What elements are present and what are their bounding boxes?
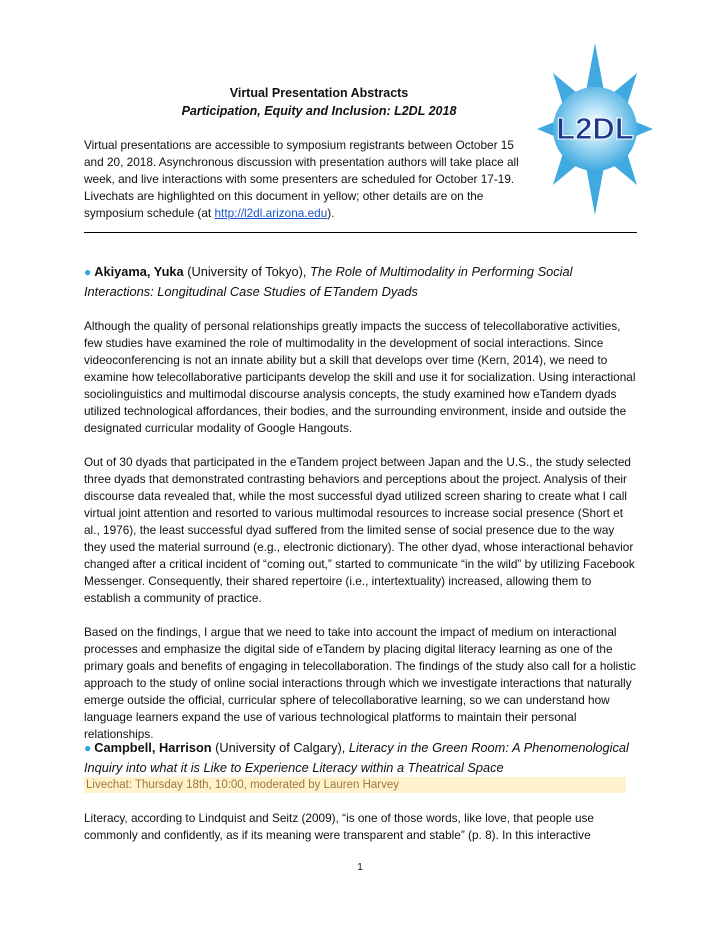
entry-paragraph: Although the quality of personal relationships greatly impacts the success of telecollaborative activities, few studies have examined the role of multimodality in the development of social interactions. Since videoconferencing is not an innate ability but a skill that develops over time (Kern, 2014), we need to examine how telecollaborative participants develop the skill and use it for socialization. Using interactional sociolinguistics and multimodal discourse analysis concepts, the study examined how eTandem dyads utilized technological affordances, their bodies, and the surrounding environment, inside and outside the designated curricular modality of Google Hangouts.: [84, 319, 636, 435]
entry-paragraph: Out of 30 dyads that participated in the eTandem project between Japan and the U.S., the study selected three dyads that demonstrated contrasting behaviors and perceptions about the project. Analysis of their discourse data revealed that, while the most successful dyad utilized screen sharing to create what I call virtual joint attention and resorted to various multimodal resources to increase social presence (Short et al., 1976), the least successful dyad suffered from the limited sense of social presence due to the way they used the material surround (e.g., electronic dictionary). The other dyad, whose interactional behavior changed after a critical incident of “coming out,” started to communicate “in the wild” by utilizing Facebook Messenger. Consequently, their shared repertoire (i.e., intertextuality) increased, allowing them to establish a community of practice.: [84, 455, 635, 605]
entry-author: Akiyama, Yuka: [94, 264, 184, 279]
entry-affiliation: (University of Tokyo),: [183, 264, 311, 279]
symposium-link[interactable]: http://l2dl.arizona.edu: [214, 206, 328, 220]
divider: [84, 232, 637, 233]
entry-heading: [84, 262, 637, 301]
bullet-icon: ●: [84, 265, 92, 279]
intro-end: ).: [327, 206, 335, 220]
entry-heading: [84, 738, 637, 777]
entry-paragraph: Literacy, according to Lindquist and Seitz (2009), “is one of those words, like love, that people use commonly and confidently, as if its meaning were transparent and stable” (p. 8). In this interactive: [84, 811, 594, 842]
bullet-icon: ●: [84, 741, 92, 755]
abstract-entry-1: [84, 262, 637, 743]
entry-affiliation: (University of Calgary),: [211, 740, 349, 755]
intro-paragraph: [84, 137, 534, 222]
entry-title: Literacy in the Green Room: A Phenomenological Inquiry into what it is Like to Experience Literacy within a Theatrical Space: [84, 740, 629, 775]
intro-text: Virtual presentations are accessible to symposium registrants between October 15 and 20, 2018. Asynchronous discussion with presentation authors will take place all week, and live interactions with some presenters are scheduled for October 17-19. Livechats are highlighted on this document in yellow; other details are on the symposium schedule (at: [84, 138, 519, 220]
livechat-highlight: Livechat: Thursday 18th, 10:00, moderated by Lauren Harvey: [84, 777, 626, 793]
entry-paragraph: Based on the findings, I argue that we need to take into account the impact of medium on interactional processes and emphasize the digital side of eTandem by placing digital literacy learning as one of the primary goals and benefits of engaging in telecollaboration. The findings of the study also call for a holistic approach to the study of online social interactions through which we investigate interactions that naturally emerge outside the official, curricular sphere of telecollaborative learning, so we can understand how language learners expand the use of various technological platforms to maintain their personal relationships.: [84, 625, 636, 741]
entry-author: Campbell, Harrison: [94, 740, 212, 755]
entry-title: The Role of Multimodality in Performing Social Interactions: Longitudinal Case Studies of ETandem Dyads: [84, 264, 573, 299]
abstract-entry-2: [84, 738, 637, 844]
header: [84, 84, 554, 120]
page-title: Virtual Presentation Abstracts: [229, 86, 409, 100]
l2dl-logo: [536, 40, 654, 218]
page-number: 1: [357, 862, 363, 873]
logo-text: L2DL: [556, 111, 634, 146]
page-subtitle: Participation, Equity and Inclusion: L2DL 2018: [181, 104, 457, 118]
